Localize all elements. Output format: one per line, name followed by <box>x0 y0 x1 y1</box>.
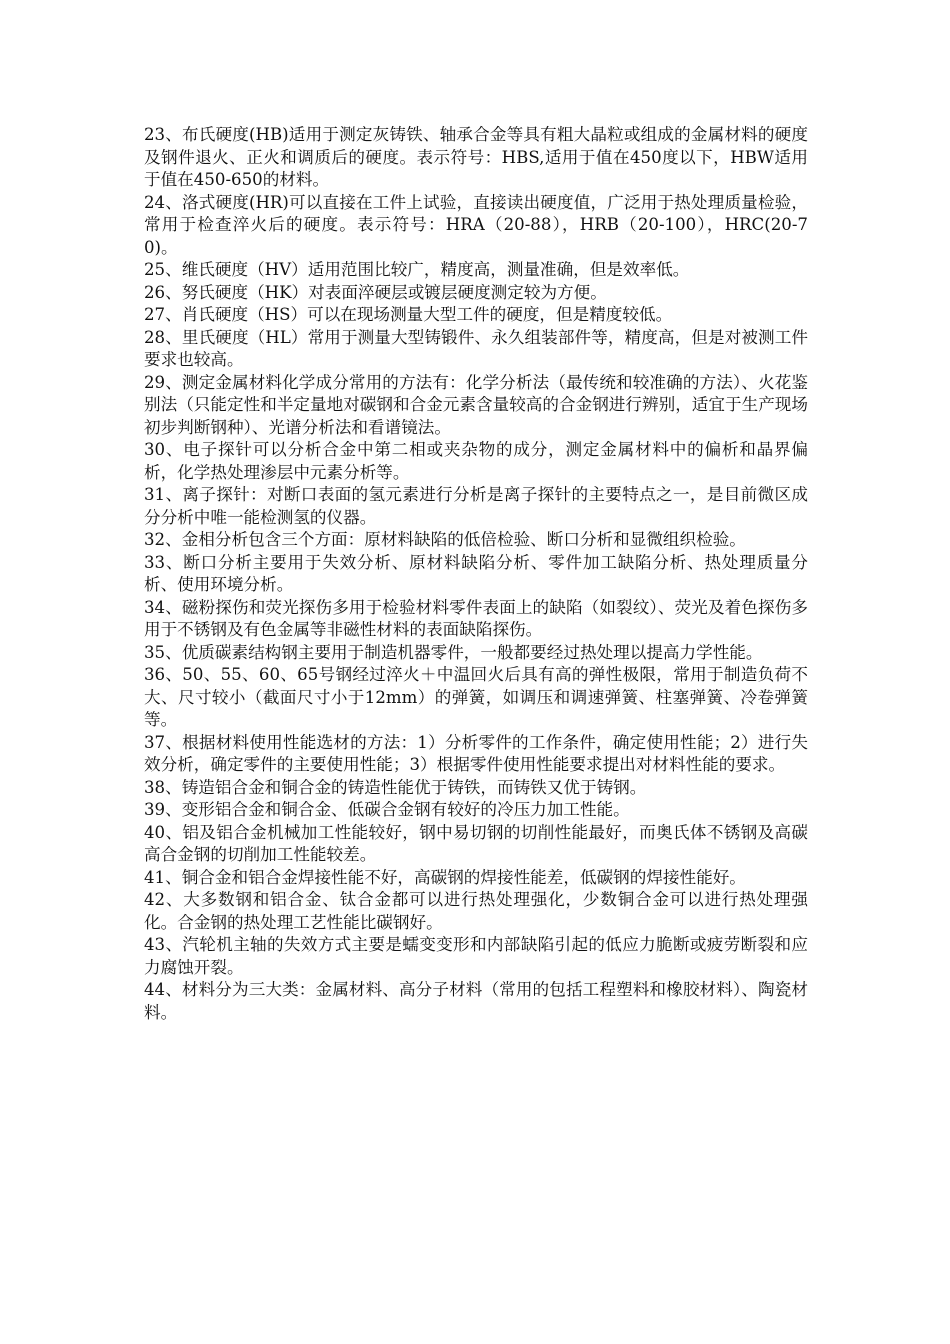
paragraph-31: 31、离子探针：对断口表面的氢元素进行分析是离子探针的主要特点之一，是目前微区成分分析中唯一能检测氢的仪器。 <box>144 485 808 527</box>
paragraph-23: 23、布氏硬度(HB)适用于测定灰铸铁、轴承合金等具有粗大晶粒或组成的金属材料的硬度及钢件退火、正火和调质后的硬度。表示符号：HBS,适用于值在450度以下，HBW适用于值在450-650的材料。 <box>144 125 808 189</box>
paragraph-24: 24、洛式硬度(HR)可以直接在工件上试验，直接读出硬度值，广泛用于热处理质量检验，常用于检查淬火后的硬度。表示符号：HRA（20-88），HRB（20-100），HRC(20-70)。 <box>144 192 808 257</box>
paragraph-35: 35、优质碳素结构钢主要用于制造机器零件，一般都要经过热处理以提高力学性能。 <box>144 642 763 662</box>
paragraph-30: 30、电子探针可以分析合金中第二相或夹杂物的成分，测定金属材料中的偏析和晶界偏析，化学热处理渗层中元素分析等。 <box>144 440 808 482</box>
paragraph-43: 43、汽轮机主轴的失效方式主要是蠕变变形和内部缺陷引起的低应力脆断或疲劳断裂和应力腐蚀开裂。 <box>144 935 808 977</box>
paragraph-36: 36、50、55、60、65号钢经过淬火＋中温回火后具有高的弹性极限，常用于制造负荷不大、尺寸较小（截面尺寸小于12mm）的弹簧，如调压和调速弹簧、柱塞弹簧、冷卷弹簧等。 <box>144 665 808 729</box>
document-body <box>144 124 808 1024</box>
paragraph-25: 25、维氏硬度（HV）适用范围比较广，精度高，测量准确，但是效率低。 <box>144 260 690 279</box>
paragraph-33: 33、断口分析主要用于失效分析、原材料缺陷分析、零件加工缺陷分析、热处理质量分析、使用环境分析。 <box>144 552 808 594</box>
paragraph-27: 27、肖氏硬度（HS）可以在现场测量大型工件的硬度，但是精度较低。 <box>144 305 673 324</box>
paragraph-34: 34、磁粉探伤和荧光探伤多用于检验材料零件表面上的缺陷（如裂纹）、荧光及着色探伤多用于不锈钢及有色金属等非磁性材料的表面缺陷探伤。 <box>144 597 808 639</box>
paragraph-39: 39、变形铝合金和铜合金、低碳合金钢有较好的冷压力加工性能。 <box>144 800 630 819</box>
paragraph-42: 42、大多数钢和铝合金、钛合金都可以进行热处理强化，少数铜合金可以进行热处理强化。合金钢的热处理工艺性能比碳钢好。 <box>144 890 808 932</box>
paragraph-38: 38、铸造铝合金和铜合金的铸造性能优于铸铁，而铸铁又优于铸钢。 <box>144 777 647 797</box>
paragraph-28: 28、里氏硬度（HL）常用于测量大型铸锻件、永久组装部件等，精度高，但是对被测工件要求也较高。 <box>144 327 808 369</box>
paragraph-26: 26、努氏硬度（HK）对表面淬硬层或镀层硬度测定较为方便。 <box>144 282 607 302</box>
paragraph-40: 40、铝及铝合金机械加工性能较好，钢中易切钢的切削性能最好，而奥氏体不锈钢及高碳高合金钢的切削加工性能较差。 <box>144 822 808 864</box>
paragraph-41: 41、铜合金和铝合金焊接性能不好，高碳钢的焊接性能差，低碳钢的焊接性能好。 <box>144 867 746 887</box>
paragraph-32: 32、金相分析包含三个方面：原材料缺陷的低倍检验、断口分析和显微组织检验。 <box>144 530 746 549</box>
paragraph-37: 37、根据材料使用性能选材的方法：1）分析零件的工作条件，确定使用性能；2）进行失效分析，确定零件的主要使用性能；3）根据零件使用性能要求提出对材料性能的要求。 <box>144 732 808 774</box>
paragraph-44: 44、材料分为三大类：金属材料、高分子材料（常用的包括工程塑料和橡胶材料）、陶瓷材料。 <box>144 980 808 1022</box>
paragraph-29: 29、测定金属材料化学成分常用的方法有：化学分析法（最传统和较准确的方法）、火花鉴别法（只能定性和半定量地对碳钢和合金元素含量较高的合金钢进行辨别，适宜于生产现场初步判断钢种）、光谱分析法和看谱镜法。 <box>144 372 808 437</box>
